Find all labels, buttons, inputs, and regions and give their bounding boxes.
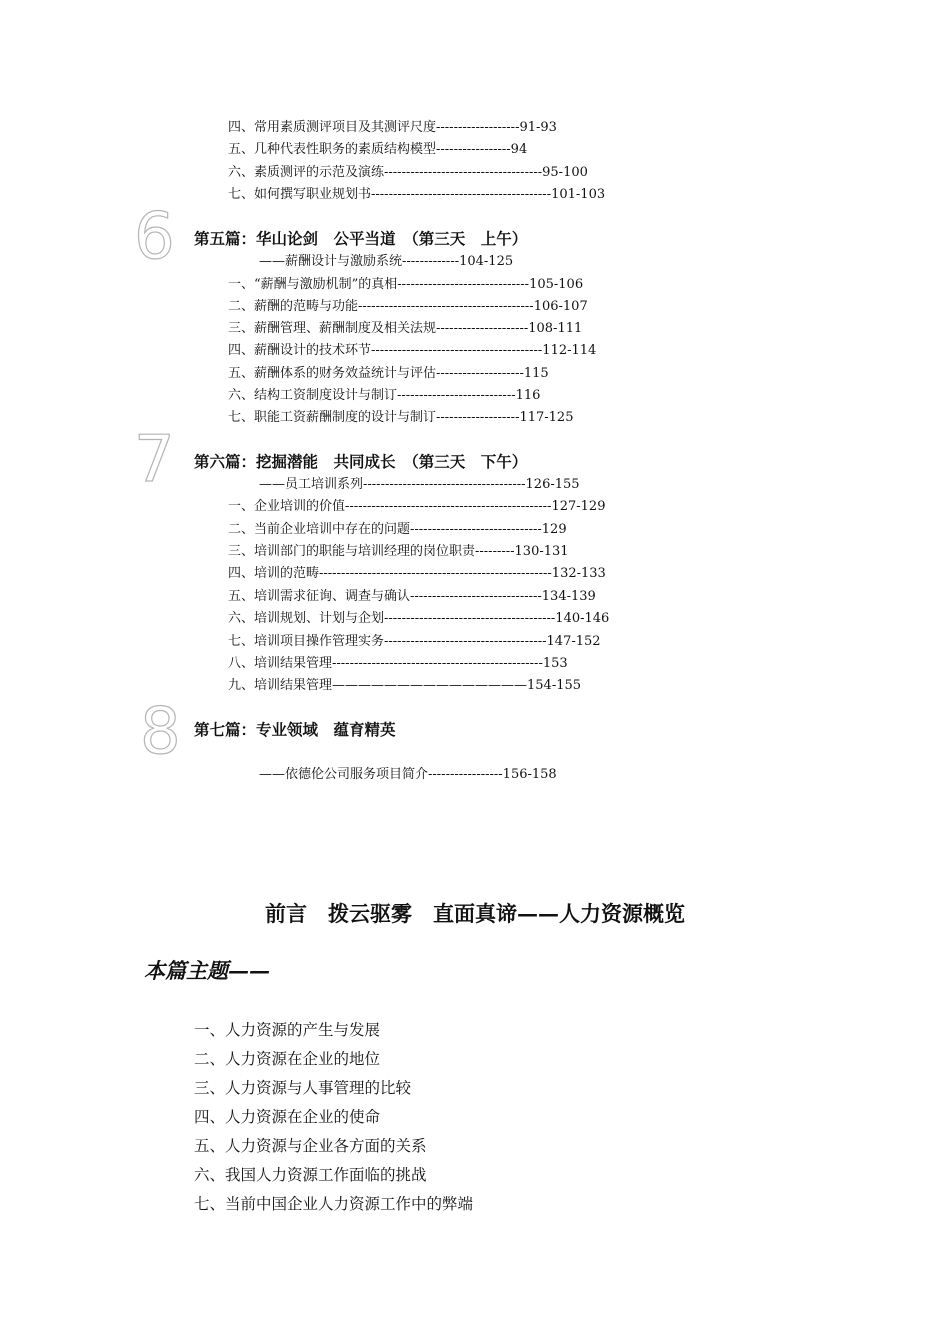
preface-title: 前言 拨云驱雾 直面真谛——人力资源概览 [265,901,685,926]
topic-item: 五、人力资源与企业各方面的关系 [194,1137,427,1155]
toc-item: 六、素质测评的示范及演练------------------------------------95-100 [228,165,588,180]
toc-item: 五、薪酬体系的财务效益统计与评估--------------------115 [228,366,549,381]
topic-item: 一、人力资源的产生与发展 [194,1021,381,1039]
section-number-6: 6 [134,200,175,274]
toc-item: 八、培训结果管理------------------------------------------------153 [228,656,568,671]
section-number-7: 7 [134,423,175,497]
toc-item: 三、薪酬管理、薪酬制度及相关法规---------------------108-111 [228,321,583,336]
part5-title: 第五篇：华山论剑 公平当道 （第三天 上午） [194,229,528,248]
toc-item: 七、职能工资薪酬制度的设计与制订-------------------117-125 [228,410,574,425]
topic-item: 六、我国人力资源工作面临的挑战 [194,1166,427,1184]
toc-item: 六、培训规划、计划与企划---------------------------------------140-146 [228,611,610,626]
toc-item: 二、薪酬的范畴与功能----------------------------------------106-107 [228,299,588,314]
toc-item: 四、薪酬设计的技术环节---------------------------------------112-114 [228,343,597,358]
toc-item: 九、培训结果管理———————————————154-155 [228,678,582,693]
part7-subtitle: ——依德伦公司服务项目简介-----------------156-158 [259,767,557,782]
toc-item: 一、“薪酬与激励机制”的真相------------------------------105-106 [228,277,584,292]
topic-item: 七、当前中国企业人力资源工作中的弊端 [194,1195,474,1213]
toc-item: 七、培训项目操作管理实务-------------------------------------147-152 [228,634,601,649]
topic-item: 四、人力资源在企业的使命 [194,1108,381,1126]
section-number-8: 8 [140,695,181,769]
toc-item: 五、培训需求征询、调查与确认------------------------------134-139 [228,589,596,604]
toc-item: 四、常用素质测评项目及其测评尺度-------------------91-93 [228,120,557,135]
toc-item: 七、如何撰写职业规划书-----------------------------------------101-103 [228,187,606,202]
toc-item: 二、当前企业培训中存在的问题------------------------------129 [228,522,567,537]
part5-subtitle: ——薪酬设计与激励系统-------------104-125 [259,254,514,269]
toc-item: 一、企业培训的价值-----------------------------------------------127-129 [228,499,606,514]
toc-item: 三、培训部门的职能与培训经理的岗位职责---------130-131 [228,544,569,559]
toc-item: 四、培训的范畴-----------------------------------------------------132-133 [228,566,606,581]
toc-item: 六、结构工资制度设计与制订---------------------------116 [228,388,541,403]
part7-title: 第七篇：专业领域 蕴育精英 [194,720,396,739]
part6-subtitle: ——员工培训系列-------------------------------------126-155 [259,477,580,492]
topic-item: 二、人力资源在企业的地位 [194,1050,381,1068]
theme-label: 本篇主题—— [144,958,270,983]
toc-item: 五、几种代表性职务的素质结构模型-----------------94 [228,142,528,157]
part6-title: 第六篇：挖掘潜能 共同成长 （第三天 下午） [194,452,528,471]
topic-item: 三、人力资源与人事管理的比较 [194,1079,412,1097]
